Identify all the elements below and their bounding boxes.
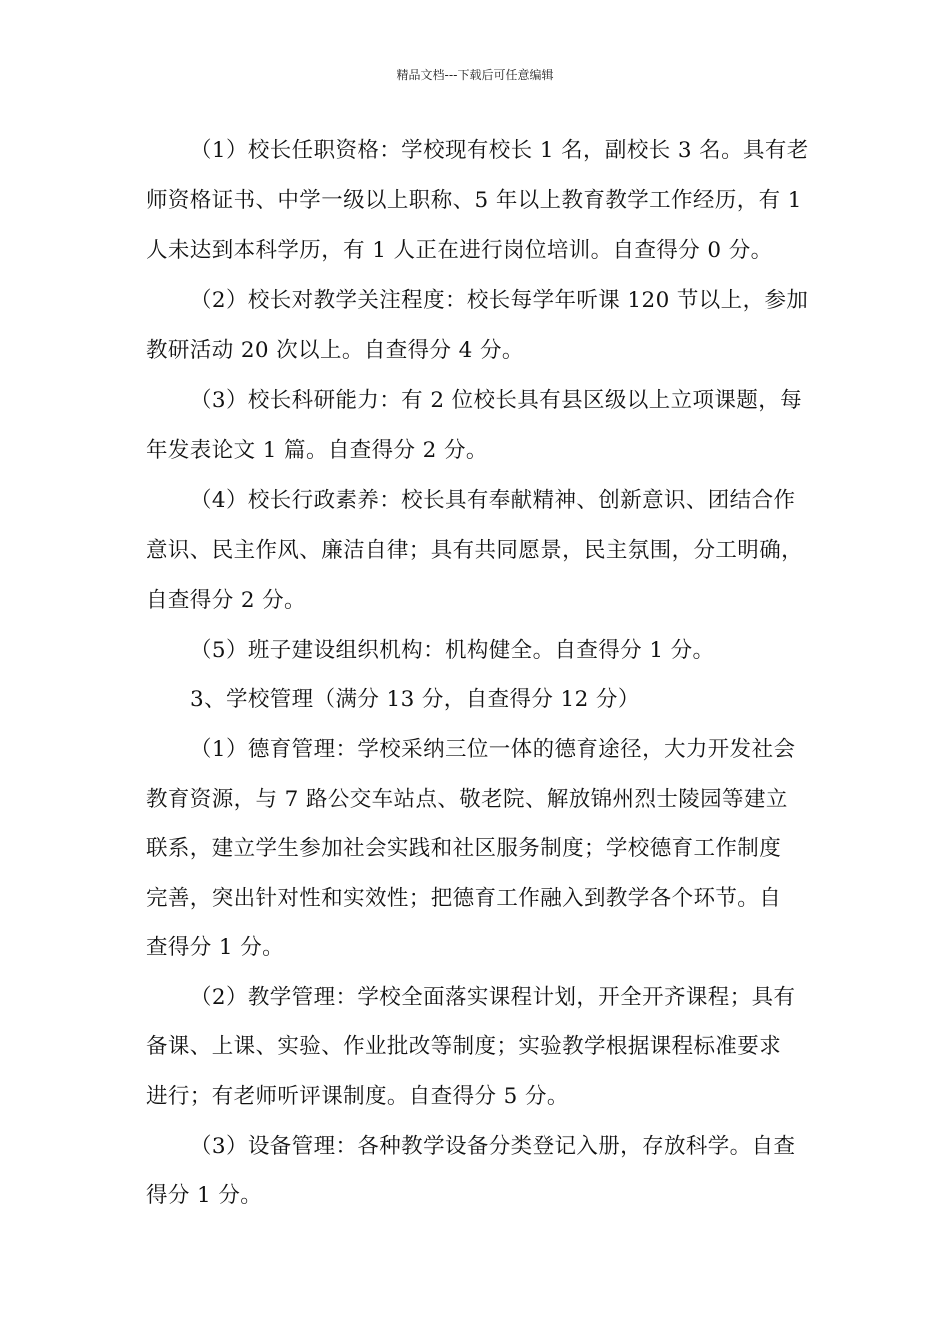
text-line: （1）德育管理：学校采纳三位一体的德育途径，大力开发社会 xyxy=(190,737,796,762)
text-line: 年发表论文 1 篇。自查得分 2 分。 xyxy=(146,438,488,463)
text-line: 意识、民主作风、廉洁自律；具有共同愿景，民主氛围，分工明确， xyxy=(146,538,804,563)
text-line: 人未达到本科学历，有 1 人正在进行岗位培训。自查得分 0 分。 xyxy=(146,238,773,263)
text-line: 联系，建立学生参加社会实践和社区服务制度；学校德育工作制度 xyxy=(146,836,782,861)
text-line: （3）设备管理：各种教学设备分类登记入册，存放科学。自查 xyxy=(190,1134,796,1159)
text-line: 自查得分 2 分。 xyxy=(146,588,306,613)
section-heading: 3、学校管理（满分 13 分，自查得分 12 分） xyxy=(190,687,640,712)
text-line: 备课、上课、实验、作业批改等制度；实验教学根据课程标准要求 xyxy=(146,1034,782,1059)
text-line: 教研活动 20 次以上。自查得分 4 分。 xyxy=(146,338,524,363)
text-line: （4）校长行政素养：校长具有奉献精神、创新意识、团结合作 xyxy=(190,488,796,513)
text-line: （3）校长科研能力：有 2 位校长具有县区级以上立项课题，每 xyxy=(190,388,803,413)
text-line: （5）班子建设组织机构：机构健全。自查得分 1 分。 xyxy=(190,638,715,663)
text-line: 得分 1 分。 xyxy=(146,1183,263,1208)
text-line: （2）教学管理：学校全面落实课程计划，开全开齐课程；具有 xyxy=(190,985,796,1010)
text-line: （1）校长任职资格：学校现有校长 1 名，副校长 3 名。具有老 xyxy=(190,138,809,163)
text-line: 查得分 1 分。 xyxy=(146,935,285,960)
text-line: 进行；有老师听评课制度。自查得分 5 分。 xyxy=(146,1084,569,1109)
page-header: 精品文档---下载后可任意编辑 xyxy=(396,68,554,82)
text-line: （2）校长对教学关注程度：校长每学年听课 120 节以上，参加 xyxy=(190,288,809,313)
text-line: 完善，突出针对性和实效性；把德育工作融入到教学各个环节。自 xyxy=(146,886,782,911)
text-line: 教育资源，与 7 路公交车站点、敬老院、解放锦州烈士陵园等建立 xyxy=(146,787,788,812)
text-line: 师资格证书、中学一级以上职称、5 年以上教育教学工作经历，有 1 xyxy=(146,188,802,213)
